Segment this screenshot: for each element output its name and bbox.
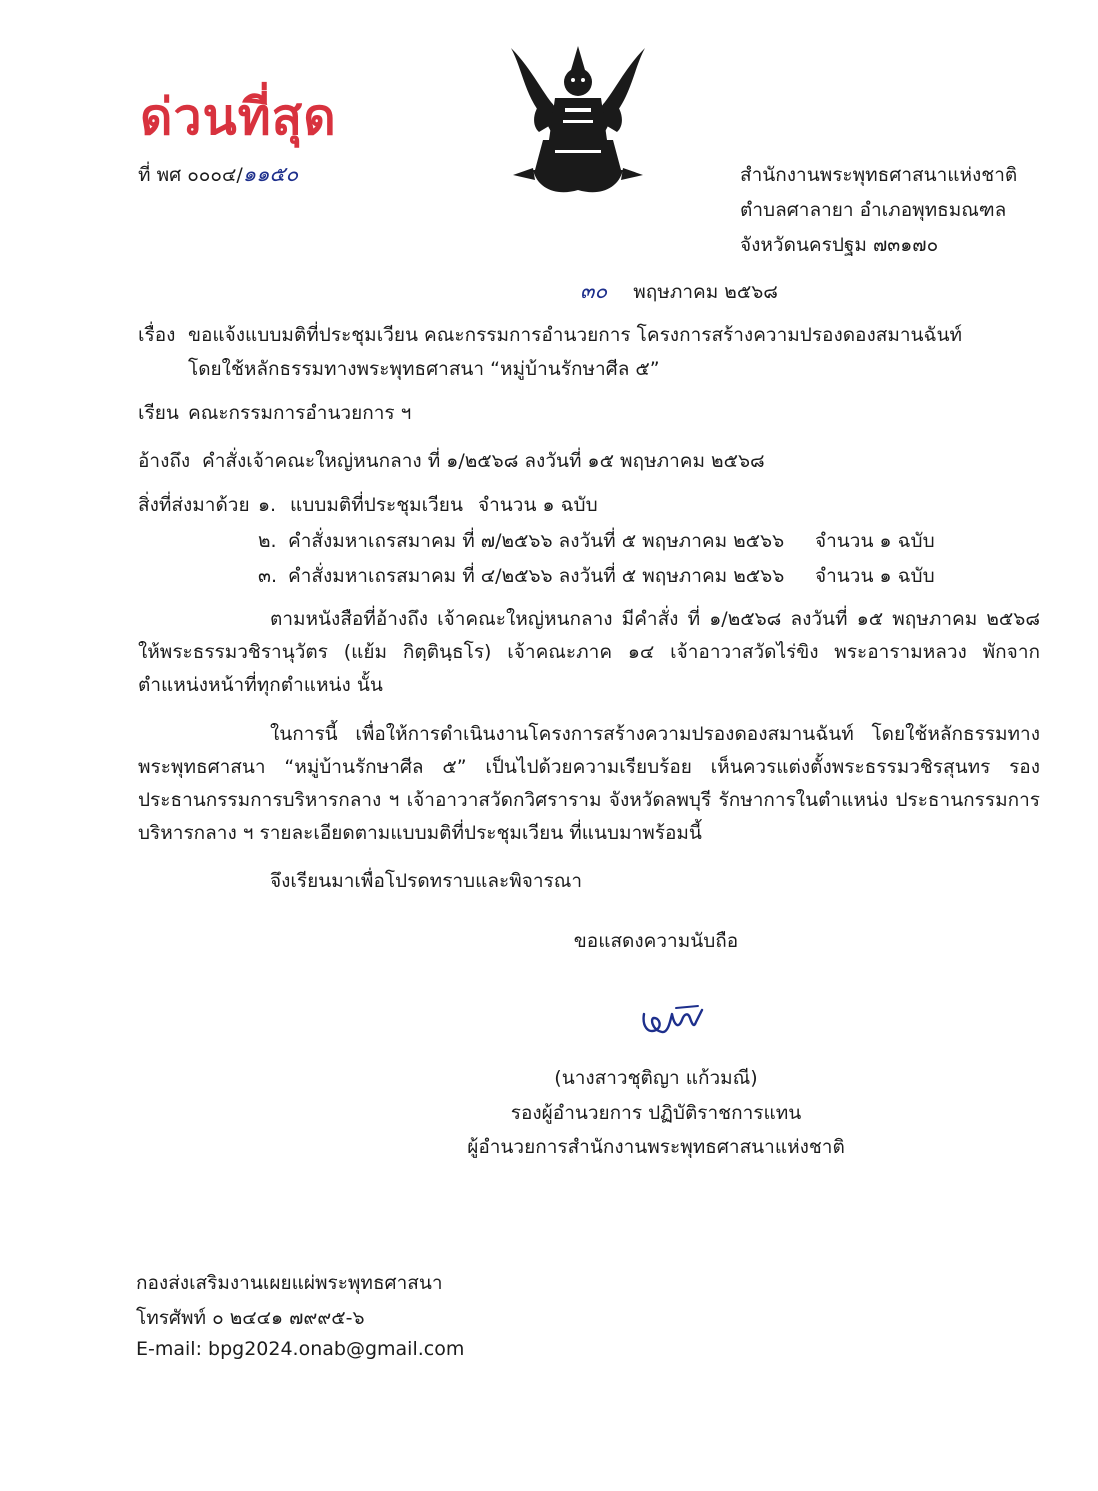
enclosure-1-number: ๑. — [258, 494, 277, 516]
body-paragraph-2 — [138, 718, 1040, 850]
signatory-position-1: รองผู้อำนวยการ ปฏิบัติราชการแทน — [510, 1102, 802, 1124]
body-paragraph-1 — [138, 603, 1040, 702]
enclosure-2-text: คำสั่งมหาเถรสมาคม ที่ ๗/๒๕๖๖ ลงวันที่ ๕ พฤษภาคม ๒๕๖๖ — [288, 530, 785, 552]
enclosure-3-qty: จำนวน ๑ ฉบับ — [815, 565, 935, 587]
reference-number — [138, 158, 298, 191]
reference-label: ที่ พศ ๐๐๐๔/ — [138, 164, 243, 186]
signatory-name: (นางสาวชุติญา แก้วมณี) — [554, 1067, 758, 1089]
enclosure-2-qty: จำนวน ๑ ฉบับ — [815, 530, 935, 552]
closing: ขอแสดงความนับถือ — [573, 930, 739, 952]
to-value: คณะกรรมการอำนวยการ ฯ — [188, 402, 412, 424]
subject-label: เรื่อง — [138, 324, 176, 346]
signature-icon — [636, 1000, 716, 1045]
reference-to-label: อ้างถึง — [138, 450, 191, 472]
enclosure-3-number: ๓. — [258, 565, 278, 587]
address-line-3: จังหวัดนครปฐม ๗๓๑๗๐ — [740, 234, 939, 256]
to-label: เรียน — [138, 402, 179, 424]
urgency-stamp: ด่วนที่สุด — [140, 88, 337, 146]
date-month-year: พฤษภาคม ๒๕๖๘ — [633, 281, 778, 303]
body-paragraph-1-text: ตามหนังสือที่อ้างถึง เจ้าคณะใหญ่หนกลาง มีคำสั่ง ที่ ๑/๒๕๖๘ ลงวันที่ ๑๕ พฤษภาคม ๒๕๖๘ ให้พระธรรมวชิรานุวัตร (แย้ม กิตฺตินฺธโร) เจ้าคณะภาค ๑๔ เจ้าอาวาสวัดไร่ขิง พระอารามหลวง พักจากตำแหน่งหน้าที่ทุกตำแหน่ง นั้น — [138, 608, 1040, 696]
enclosure-1-text: แบบมติที่ประชุมเวียน — [290, 494, 463, 516]
signatory-position-2: ผู้อำนวยการสำนักงานพระพุทธศาสนาแห่งชาติ — [467, 1136, 845, 1158]
address-line-1: สำนักงานพระพุทธศาสนาแห่งชาติ — [740, 164, 1018, 186]
enclosures-label: สิ่งที่ส่งมาด้วย — [138, 494, 250, 516]
footer-email: E-mail: bpg2024.onab@gmail.com — [136, 1338, 465, 1360]
address-line-2: ตำบลศาลายา อำเภอพุทธมณฑล — [740, 199, 1007, 221]
body-paragraph-3: จึงเรียนมาเพื่อโปรดทราบและพิจารณา — [270, 870, 583, 892]
footer-phone: โทรศัพท์ ๐ ๒๔๔๑ ๗๙๙๕-๖ — [136, 1307, 365, 1329]
subject-line-1: ขอแจ้งแบบมติที่ประชุมเวียน คณะกรรมการอำนวยการ โครงการสร้างความปรองดองสมานฉันท์ — [188, 324, 962, 346]
reference-handwritten-number: ๑๑๕๐ — [242, 162, 299, 186]
enclosure-1-qty: จำนวน ๑ ฉบับ — [478, 494, 598, 516]
subject-line-2: โดยใช้หลักธรรมทางพระพุทธศาสนา “หมู่บ้านรักษาศีล ๕” — [188, 358, 660, 380]
reference-to-value: คำสั่งเจ้าคณะใหญ่หนกลาง ที่ ๑/๒๕๖๘ ลงวันที่ ๑๕ พฤษภาคม ๒๕๖๘ — [202, 450, 765, 472]
body-paragraph-2-text: ในการนี้ เพื่อให้การดำเนินงานโครงการสร้างความปรองดองสมานฉันท์ โดยใช้หลักธรรมทางพระพุทธศาสนา “หมู่บ้านรักษาศีล ๕” เป็นไปด้วยความเรียบร้อย เห็นควรแต่งตั้งพระธรรมวชิรสุนทร รองประธานกรรมการบริหารกลาง ฯ เจ้าอาวาสวัดกวิศราราม จังหวัดลพบุรี รักษาการในตำแหน่ง ประธานกรรมการบริหารกลาง ฯ รายละเอียดตามแบบมติที่ประชุมเวียน ที่แนบมาพร้อมนี้ — [138, 723, 1040, 844]
letter-date — [580, 275, 778, 308]
footer-division: กองส่งเสริมงานเผยแผ่พระพุทธศาสนา — [136, 1272, 443, 1294]
date-day-handwritten: ๓๐ — [580, 279, 608, 303]
enclosure-3-text: คำสั่งมหาเถรสมาคม ที่ ๔/๒๕๖๖ ลงวันที่ ๕ พฤษภาคม ๒๕๖๖ — [288, 565, 785, 587]
garuda-emblem-icon — [503, 40, 653, 198]
enclosure-2-number: ๒. — [258, 530, 277, 552]
